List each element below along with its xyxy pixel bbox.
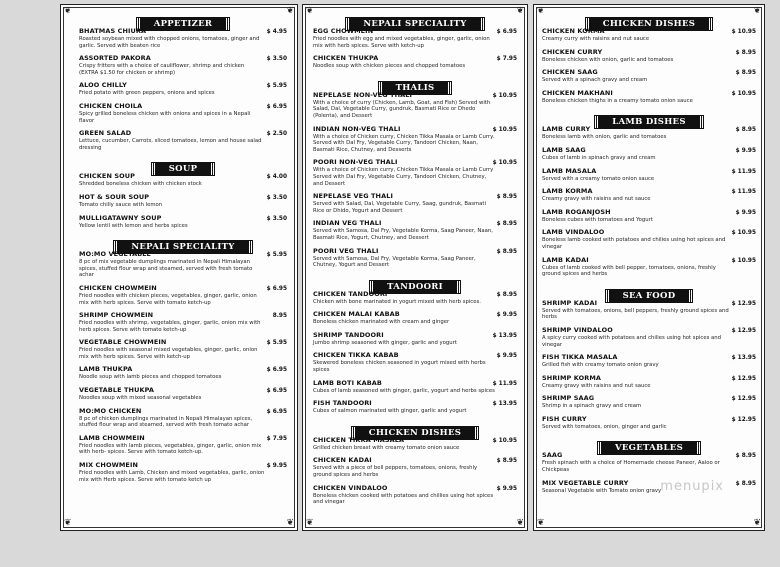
- menu-panel-right: [533, 4, 765, 531]
- menu-item: [542, 299, 756, 321]
- menu-item-name: MO:MO CHICKEN: [79, 406, 142, 415]
- menu-item-price: $ 10.95: [492, 92, 517, 99]
- menu-item-row: [79, 54, 287, 62]
- corner-ornament-icon: ❦: [64, 6, 72, 16]
- menu-item-price: $ 8.95: [735, 480, 756, 487]
- menu-item-description: Served with a spinach gravy and cream: [542, 77, 648, 84]
- menu-item-description: Served with a creamy tomato onion sauce: [542, 175, 655, 182]
- section-thalis: [313, 91, 517, 269]
- menu-item-description: With a choice of Chicken curry, Chicken Tikka Masala or Lamb Curry Served with Dal Fry, Vegetable Curry, Tandoori Chicken, Chutney, and Dessert: [313, 167, 494, 187]
- menu-item-row: [79, 365, 287, 373]
- menu-item-row: [542, 208, 756, 216]
- menu-item-price: $ 9.95: [496, 353, 517, 360]
- menu-item-price: $ 6.95: [266, 103, 287, 110]
- menu-item-name: ALOO CHILLY: [79, 81, 127, 90]
- menu-item-description: Fried noodles with Lamb, Chicken and mixed vegetables, garlic, onion mix with Herb spices. Serve with tomato ketch up: [79, 470, 265, 483]
- corner-ornament-icon: ❦: [537, 6, 545, 16]
- menu-item-price: $ 10.95: [731, 90, 756, 97]
- menu-item-row: [313, 484, 517, 492]
- menu-item-price: $ 12.95: [731, 416, 756, 423]
- menu-item-price: $ 8.95: [496, 221, 517, 228]
- menu-item-price: $ 5.95: [266, 340, 287, 347]
- menu-item-name: VEGETABLE CHOWMEIN: [79, 338, 167, 347]
- menu-item-name: LAMB VINDALOO: [542, 228, 605, 237]
- menu-item-description: Shredded boneless chicken with chicken stock: [79, 181, 202, 188]
- menu-item-description: A spicy curry cooked with potatoes and chilies using hot spices and vinegar: [542, 334, 721, 348]
- menu-item-description: Creamy gravy with raisins and nut sauce: [542, 382, 651, 389]
- menu-item-price: $ 4.00: [266, 174, 287, 181]
- menu-item-name: MIX CHOWMEIN: [79, 461, 139, 470]
- menu-item-description: Boneless chicken thighs in a creamy tomato onion sauce: [542, 97, 693, 104]
- menu-item-row: [542, 415, 756, 423]
- menu-item-description: Roasted soybean mixed with chopped onions, tomatoes, ginger and garlic. Served with beaten rice: [79, 36, 260, 49]
- menu-item-price: $ 11.95: [731, 189, 756, 196]
- menu-item-price: $ 8.95: [735, 49, 756, 56]
- corner-ornament-icon: ❦: [516, 518, 524, 528]
- menu-item-name: VEGETABLE THUKPA: [79, 386, 154, 395]
- menu-item-description: Served with Samosa, Dal Fry, Vegetable Korma, Saag Paneer, Chutney, Yogurt and Dessert: [313, 255, 476, 269]
- menu-item: [542, 208, 756, 224]
- menu-item: [79, 284, 287, 306]
- section-header-vegetables: VEGETABLES: [542, 435, 756, 448]
- section-header-appetizer: APPETIZER: [79, 11, 287, 24]
- menu-item: [542, 415, 756, 431]
- corner-ornament-icon: ❦: [306, 518, 314, 528]
- section-header-nepali-speciality-2: NEPALI SPECIALITY: [313, 11, 517, 24]
- menu-item-row: [313, 310, 517, 318]
- menu-item-price: $ 12.95: [731, 327, 756, 334]
- menu-item: [79, 27, 287, 49]
- menu-item: [542, 326, 756, 348]
- menu-item-description: Tomato chilly sauce with lemon: [79, 201, 163, 208]
- menu-item-price: $ 13.95: [492, 401, 517, 408]
- menu-item-name: SHRIMP VINDALOO: [542, 325, 613, 334]
- menu-item-description: Grilled fish with creamy tomato onion gravy: [542, 362, 659, 369]
- menu-item: [79, 311, 287, 333]
- menu-item-description: Fried noodles with seasonal mixed vegetables, ginger, garlic, onion mix with herb spices. Serve with ketch-up: [79, 347, 258, 360]
- menu-item-row: [79, 214, 287, 222]
- menu-item-price: $ 5.95: [266, 83, 287, 90]
- menu-item-row: [313, 247, 517, 255]
- menu-item: [542, 89, 756, 105]
- menu-item-description: Fried potato with green peppers, onions and spices: [79, 90, 215, 97]
- menu-item-row: [542, 394, 756, 402]
- menu-item-price: $ 6.95: [266, 367, 287, 374]
- menu-item-description: Cubes of salmon marinated with ginger, garlic and yogurt: [313, 408, 467, 415]
- menu-item-description: Cubes of lamb in spinach gravy and cream: [542, 154, 656, 161]
- menu-item-row: [542, 353, 756, 361]
- menu-item-price: $ 6.95: [266, 408, 287, 415]
- menu-item-row: [79, 193, 287, 201]
- menu-item: [542, 167, 756, 183]
- menu-item: [313, 351, 517, 373]
- corner-ornament-icon: ❦: [753, 6, 761, 16]
- menu-item-name: SHRIMP SAAG: [542, 394, 595, 403]
- menu-item-name: INDIAN NON-VEG THALI: [313, 124, 401, 133]
- menu-item-description: Fried noodles with egg and mixed vegetables, ginger, garlic, onion mix with herb spices. Serve with ketch-up: [313, 36, 490, 49]
- menu-item: [79, 407, 287, 429]
- menu-item-description: Served with tomatoes, onion, ginger and garlic: [542, 423, 667, 430]
- menu-item-price: $ 8.95: [735, 70, 756, 77]
- menu-item-price: $ 12.95: [731, 396, 756, 403]
- menu-item: [542, 353, 756, 369]
- menu-item-name: LAMB CHOWMEIN: [79, 433, 145, 442]
- menu-item-name: CHICKEN MAKHANI: [542, 88, 613, 97]
- corner-ornament-icon: ❦: [537, 518, 545, 528]
- menu-item-price: $ 3.50: [266, 215, 287, 222]
- section-nepali-speciality: [79, 250, 287, 483]
- menu-item-name: ASSORTED PAKORA: [79, 54, 151, 63]
- menu-item-price: $ 8.95: [735, 127, 756, 134]
- section-appetizer: [79, 27, 287, 151]
- menu-item-price: $ 3.50: [266, 194, 287, 201]
- menu-item-description: Seasonal Vegetable with Tomato onion gravy: [542, 487, 662, 494]
- menu-item: [313, 91, 517, 120]
- menu-item-description: 8 pc of mix vegetable dumplings marinated in Nepali Himalayan spices, stuffed flour wrap and steamed, served with fresh tomato achar: [79, 259, 253, 279]
- menu-item-description: Yellow lentil with lemon and herbs spices: [79, 222, 188, 229]
- menu-item-price: $ 9.95: [735, 209, 756, 216]
- menu-item: [79, 129, 287, 151]
- menu-item: [313, 54, 517, 70]
- menu-item-price: $ 9.95: [735, 147, 756, 154]
- menu-item-name: LAMB THUKPA: [79, 365, 133, 374]
- menu-item-description: Jumbo shrimp seasoned with ginger, garlic and yogurt: [313, 339, 457, 346]
- menu-item-description: With a choice of curry (Chicken, Lamb, Goat, and Fish) Served with Salad, Dal, Vegetable Curry, gundruk, Basmati Rice or Dhedo (Polenta), and Dessert: [313, 99, 491, 119]
- menu-item: [313, 158, 517, 187]
- menu-item-description: Skewered boneless chicken seasoned in yogurt mixed with herbs spices: [313, 360, 486, 374]
- menu-item-row: [542, 68, 756, 76]
- menu-item-name: SHRIMP CHOWMEIN: [79, 311, 154, 320]
- menu-item-name: MO:MO VEGETABLE: [79, 250, 152, 259]
- corner-ornament-icon: ❦: [306, 6, 314, 16]
- menu-item-description: Grilled chicken breast with creamy tomato onion sauce: [313, 444, 460, 451]
- menu-item-price: 8.95: [272, 313, 287, 320]
- menu-item-description: Served with Samosa, Dal Fry, Vegetable Korma, Saag Paneer, Naan, Basmati Rice, Yogurt, Chutney, and Dessert: [313, 228, 493, 241]
- menu-item: [79, 365, 287, 381]
- corner-ornament-icon: ❦: [286, 6, 294, 16]
- menu-item-name: CHICKEN THUKPA: [313, 54, 379, 63]
- menu-item: [542, 68, 756, 84]
- menu-item: [542, 451, 756, 473]
- menu-item-name: FISH CURRY: [542, 414, 587, 423]
- menu-item-row: [542, 48, 756, 56]
- menu-item-name: CHICKEN CURRY: [542, 47, 603, 56]
- menu-item-description: Creamy curry with raisins and nut sauce: [542, 36, 650, 42]
- menu-item: [542, 187, 756, 203]
- menu-item-name: CHICKEN TIKKA KABAB: [313, 351, 399, 360]
- menu-item-price: $ 2.50: [266, 131, 287, 138]
- menu-item-description: Boneless chicken with onion, garlic and tomatoes: [542, 56, 674, 63]
- menu-item-description: Served with tomatoes, onions, bell peppers, freshly ground spices and herbs: [542, 307, 729, 321]
- menu-item: [313, 125, 517, 154]
- menu-item-name: MIX VEGETABLE CURRY: [542, 478, 629, 487]
- menu-item-description: Boneless lamb with onion, garlic and tomatoes: [542, 134, 667, 141]
- menu-item-price: $ 10.95: [731, 29, 756, 35]
- menu-item-name: CHICKEN TANDOORI: [313, 289, 388, 298]
- menu-item: [79, 81, 287, 97]
- menu-item-row: [79, 311, 287, 319]
- menu-item-row: [313, 351, 517, 359]
- menu-item: [79, 102, 287, 124]
- menu-item-row: [313, 219, 517, 227]
- menu-item-description: Chicken with bone marinated in yogurt mixed with herb spices.: [313, 298, 481, 305]
- menu-item: [542, 256, 756, 278]
- menu-item-row: [313, 192, 517, 200]
- menu-item-name: CHICKEN VINDALOO: [313, 483, 388, 492]
- menu-item-price: $ 9.95: [496, 485, 517, 492]
- menu-item-price: $ 12.95: [731, 300, 756, 307]
- section-nepali-speciality-2: [313, 27, 517, 70]
- menu-item: [542, 374, 756, 390]
- menu-item: [313, 247, 517, 269]
- menu-item-price: $ 9.95: [496, 312, 517, 319]
- menu-item-name: CHICKEN SAAG: [542, 68, 598, 77]
- menu-item-name: LAMB MASALA: [542, 166, 597, 175]
- menu-item-name: LAMB CURRY: [542, 125, 591, 134]
- menu-item-description: Noodles soup with chicken pieces and chopped tomatoes: [313, 63, 466, 70]
- section-header-sea-food: SEA FOOD: [542, 283, 756, 296]
- menu-item-name: CHICKEN MALAI KABAB: [313, 310, 400, 319]
- menu-item-price: $ 11.95: [731, 168, 756, 175]
- menu-item-description: Boneless chicken cooked with potatoes and chillies using hot spices and vinegar: [313, 492, 494, 506]
- menu-item-name: CHICKEN TIKKA MASALA: [313, 435, 405, 444]
- menu-item-row: [542, 146, 756, 154]
- menu-item-price: $ 6.95: [266, 285, 287, 292]
- menu-item: [313, 310, 517, 326]
- menu-item-name: BHATMAS CHIURA: [79, 27, 147, 35]
- menu-item-description: Boneless chicken marinated with cream and ginger: [313, 319, 450, 326]
- menu-panel-left: [60, 4, 298, 531]
- menu-item-price: $ 6.95: [266, 388, 287, 395]
- menu-item-price: $ 13.95: [492, 332, 517, 339]
- menu-item-name: SHRIMP KORMA: [542, 373, 602, 382]
- menu-item: [313, 331, 517, 347]
- section-tandoori: [313, 290, 517, 415]
- menu-item-row: [79, 284, 287, 292]
- section-header-chicken-dishes-2: CHICKEN DISHES: [542, 11, 756, 24]
- menu-item: [313, 192, 517, 214]
- menu-item-name: LAMB KADAI: [542, 255, 589, 264]
- menu-item-price: $ 4.95: [266, 29, 287, 35]
- menu-item-description: Fried noodles with lamb pieces, vegetables, ginger, garlic, onion mix with herb- spices. Serve with tomato ketch-up.: [79, 442, 262, 456]
- menu-item-price: $ 8.95: [496, 194, 517, 201]
- menu-item-name: POORI VEG THALI: [313, 246, 379, 255]
- menu-item-price: $ 9.95: [266, 463, 287, 470]
- menu-item-price: $ 7.95: [496, 56, 517, 63]
- menu-item-description: Crispy fritters with a choice of cauliflower, shrimp and chicken (EXTRA $1.50 for chicken or shrimp): [79, 63, 245, 76]
- menu-item-description: Fried noodles with shrimp, vegetables, ginger, garlic, onion mix with herb spices. Serve with tomato ketch-up: [79, 320, 261, 333]
- menu-item-row: [313, 158, 517, 166]
- menu-item-row: [313, 456, 517, 464]
- menu-item-name: SHRIMP TANDOORI: [313, 330, 384, 339]
- menu-item-name: CHICKEN KORMA: [542, 27, 605, 35]
- menu-item-description: Served with Salad, Dal, Vegetable Curry, Saag, gundruk, Basmati Rice or Dhido, Yogurt and Dessert: [313, 201, 486, 214]
- menu-item-description: Boneless cubes with tomatoes and Yogurt: [542, 216, 653, 223]
- menu-item-description: Noodle soup with lamb pieces and chopped tomatoes: [79, 374, 222, 381]
- menu-item-name: GREEN SALAD: [79, 129, 132, 138]
- menu-item-row: [79, 129, 287, 137]
- menu-item-row: [313, 54, 517, 62]
- watermark: menupix: [660, 479, 724, 494]
- menu-item-name: LAMB ROGANJOSH: [542, 207, 611, 216]
- section-header-thalis: THALIS: [313, 75, 517, 88]
- menu-item-description: Cubes of lamb seasoned with ginger, garlic, yogurt and herbs spices: [313, 387, 495, 394]
- menu-item-name: SHRIMP KADAI: [542, 298, 598, 307]
- menu-item-row: [79, 338, 287, 346]
- menu-item: [79, 434, 287, 456]
- menu-item-description: Spicy grilled boneless chicken with onions and spices in a Nepali flavor: [79, 110, 251, 124]
- menu-item-name: SAAG: [542, 451, 563, 460]
- menu-item-name: LAMB KORMA: [542, 187, 593, 196]
- menu-item-row: [542, 326, 756, 334]
- menu-item-price: $ 8.95: [496, 458, 517, 465]
- menu-item-description: Lettuce, cucumber, Carrots, sliced tomatoes, lemon and house salad dressing: [79, 138, 262, 151]
- section-header-lamb-dishes: LAMB DISHES: [542, 109, 756, 122]
- menu-item-price: $ 10.95: [731, 230, 756, 237]
- menu-item-name: CHICKEN SOUP: [79, 172, 136, 181]
- section-lamb-dishes: [542, 125, 756, 277]
- menu-item-name: HOT & SOUR SOUP: [79, 192, 150, 201]
- section-header-nepali-speciality: NEPALI SPECIALITY: [79, 234, 287, 247]
- menu-item-price: $ 3.50: [266, 56, 287, 63]
- menu-item-description: Noodles soup with mixed seasonal vegetables: [79, 395, 202, 402]
- menu-item-row: [79, 407, 287, 415]
- menu-item-description: Fried noodles with chicken pieces, vegetables, ginger, garlic, onion mix with herb spices. Serve with tomato ketch-up: [79, 292, 257, 306]
- menu-item-description: 8 pc of chicken dumplings marinated in Nepali Himalayan spices, stuffed flour wrap and steamed, served with fresh tomato achar: [79, 415, 253, 429]
- menu-item-name: NEPELASE VEG THALI: [313, 192, 393, 201]
- menu-item-row: [542, 167, 756, 175]
- menu-item-row: [313, 125, 517, 133]
- menu-item-row: [542, 187, 756, 195]
- menu-item-name: INDIAN VEG THALI: [313, 219, 382, 228]
- menu-item-description: Served with a piece of bell peppers, tomatoes, onions, freshly ground spices and herbs: [313, 465, 478, 479]
- menu-item: [79, 54, 287, 76]
- menu-item-row: [79, 434, 287, 442]
- menu-item-row: [542, 256, 756, 264]
- menu-item-name: CHICKEN KADAI: [313, 456, 372, 465]
- menu-item: [79, 250, 287, 279]
- menu-item-price: $ 10.95: [492, 126, 517, 133]
- menu-item-row: [542, 374, 756, 382]
- menu-item-description: Creamy gravy with raisins and nut sauce: [542, 196, 651, 203]
- menu-item: [79, 461, 287, 483]
- section-header-soup: SOUP: [79, 156, 287, 169]
- menu-item: [542, 146, 756, 162]
- section-chicken-dishes-2: [542, 27, 756, 104]
- menu-item-name: FISH TANDOORI: [313, 399, 372, 408]
- menu-item-row: [542, 228, 756, 236]
- menu-item-row: [79, 81, 287, 89]
- menu-item-name: FISH TIKKA MASALA: [542, 353, 618, 362]
- section-header-chicken-dishes: CHICKEN DISHES: [313, 420, 517, 433]
- section-sea-food: [542, 299, 756, 431]
- menu-item-row: [79, 102, 287, 110]
- menu-item: [313, 399, 517, 415]
- menu-item-name: MULLIGATAWNY SOUP: [79, 213, 162, 222]
- menu-item-name: CHICKEN CHOILA: [79, 101, 143, 110]
- menu-item-name: NEPELASE NON-VEG THALI: [313, 90, 413, 99]
- menu-panel-middle: [302, 4, 528, 531]
- menu-item-price: $ 7.95: [266, 435, 287, 442]
- menu-item: [79, 214, 287, 230]
- menu-item-row: [313, 399, 517, 407]
- menu-item-name: CHICKEN CHOWMEIN: [79, 283, 157, 292]
- menu-item-name: POORI NON-VEG THALI: [313, 158, 398, 167]
- menu-item-price: $ 8.95: [496, 248, 517, 255]
- menu-item: [313, 219, 517, 241]
- menu-item-price: $ 12.95: [731, 375, 756, 382]
- menu-item: [542, 394, 756, 410]
- menu-item-row: [542, 89, 756, 97]
- menu-item-row: [79, 386, 287, 394]
- menu-item: [313, 456, 517, 478]
- menu-item-price: $ 5.95: [266, 252, 287, 259]
- corner-ornament-icon: ❦: [516, 6, 524, 16]
- menu-item-price: $ 8.95: [735, 453, 756, 460]
- menu-item-row: [313, 331, 517, 339]
- menu-item-name: LAMB BOTI KABAB: [313, 378, 382, 387]
- menu-item-price: $ 8.95: [496, 291, 517, 298]
- menu-item: [79, 338, 287, 360]
- menu-item-price: $ 11.95: [492, 380, 517, 387]
- corner-ornament-icon: ❦: [64, 518, 72, 528]
- menu-item-description: Cubes of lamb cooked with bell pepper, tomatoes, onions, freshly ground spices and herbs: [542, 264, 716, 278]
- menu-item: [313, 27, 517, 49]
- menu-item-price: $ 6.95: [496, 29, 517, 35]
- menu-item: [542, 48, 756, 64]
- menu-item-description: Boneless lamb cooked with potatoes and chilies using hot spices and vinegar: [542, 237, 726, 250]
- section-chicken-dishes: [313, 436, 517, 506]
- menu-item-description: With a choice of Chicken curry, Chicken Tikka Masala or Lamb Curry. Served with Dal Fry, Vegetable Curry, Tandoori Chicken, Naan, Basmati Rice, Chutney, and Desserts: [313, 133, 495, 153]
- menu-item: [79, 193, 287, 209]
- section-soup: [79, 172, 287, 229]
- menu-item-price: $ 10.95: [492, 160, 517, 167]
- menu-item: [313, 484, 517, 506]
- menu-item-row: [79, 461, 287, 469]
- corner-ornament-icon: ❦: [753, 518, 761, 528]
- menu-item-description: Shrimp in a spinach gravy and cream: [542, 403, 642, 410]
- menu-item-name: LAMB SAAG: [542, 145, 586, 154]
- menu-item-row: [313, 379, 517, 387]
- corner-ornament-icon: ❦: [286, 518, 294, 528]
- menu-item-price: $ 10.95: [492, 437, 517, 444]
- menu-item-price: $ 13.95: [731, 355, 756, 362]
- menu-item-name: EGG CHOWMEIN: [313, 27, 374, 35]
- menu-item-price: $ 10.95: [731, 257, 756, 264]
- section-header-tandoori: TANDOORI: [313, 274, 517, 287]
- menu-item: [313, 379, 517, 395]
- menu-item: [542, 228, 756, 250]
- menu-item-description: Fresh spinach with a choice of Homemade cheese Paneer, Aaloo or Chickpeas: [542, 460, 720, 474]
- menu-item: [79, 386, 287, 402]
